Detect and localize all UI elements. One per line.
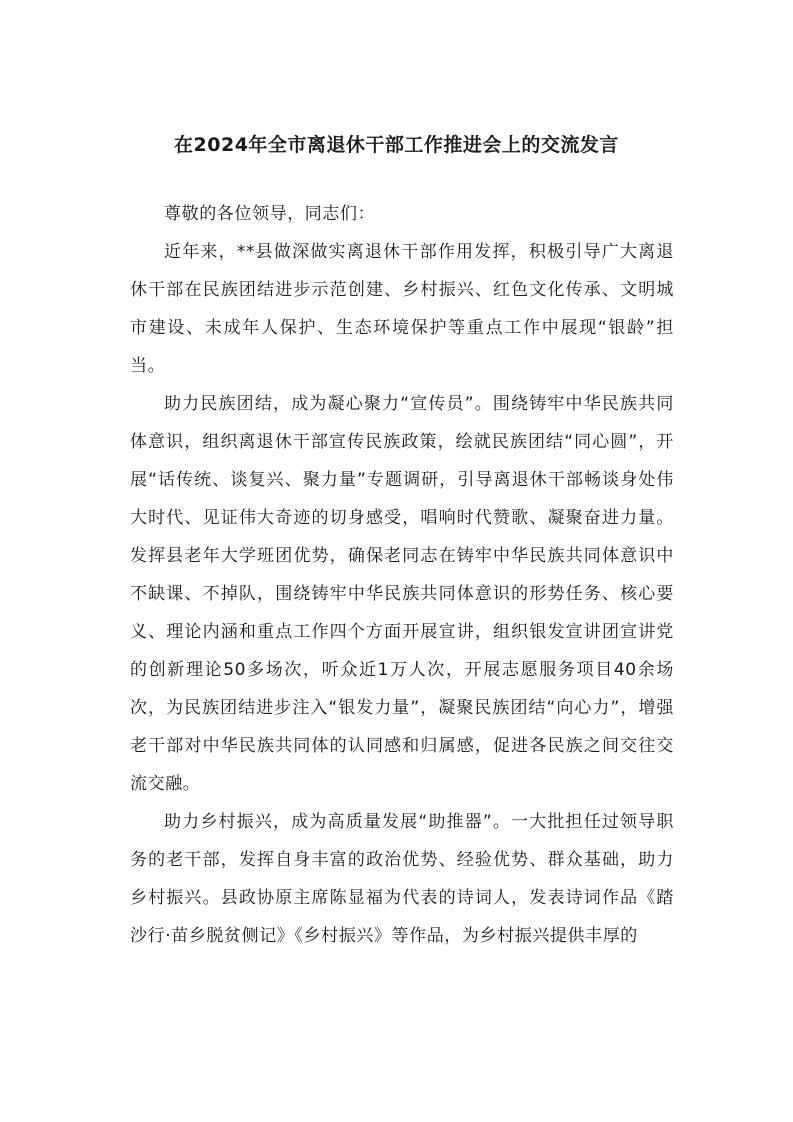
document-body — [130, 195, 674, 955]
ethnic-unity-paragraph: 助力民族团结，成为凝心聚力“宣传员”。围绕铸牢中华民族共同体意识，组织离退休干部宣传民族政策，绘就民族团结“同心圆”，开展“话传统、谈复兴、聚力量”专题调研，引导离退休干部畅谈身处伟大时代、见证伟大奇迹的切身感受，唱响时代赞歌、凝聚奋进力量。发挥县老年大学班团优势，确保老同志在铸牢中华民族共同体意识中不缺课、不掉队，围绕铸牢中华民族共同体意识的形势任务、核心要义、理论内涵和重点工作四个方面开展宣讲，组织银发宣讲团宣讲党的创新理论50多场次，听众近1万人次，开展志愿服务项目40余场次，为民族团结进步注入“银发力量”，凝聚民族团结“向心力”，增强老干部对中华民族共同体的认同感和归属感，促进各民族之间交往交流交融。 — [130, 394, 674, 794]
intro-paragraph: 近年来，**县做深做实离退休干部作用发挥，积极引导广大离退休干部在民族团结进步示范创建、乡村振兴、红色文化传承、文明城市建设、未成年人保护、生态环境保护等重点工作中展现“银龄”担当。 — [130, 242, 674, 376]
rural-revitalization-paragraph: 助力乡村振兴，成为高质量发展“助推器”。一大批担任过领导职务的老干部，发挥自身丰富的政治优势、经验优势、群众基础，助力乡村振兴。县政协原主席陈显福为代表的诗词人，发表诗词作品《踏沙行·苗乡脱贫侧记》《乡村振兴》等作品，为乡村振兴提供丰厚的 — [130, 812, 674, 946]
document-title: 在2024年全市离退休干部工作推进会上的交流发言 — [174, 134, 619, 156]
salutation-paragraph: 尊敬的各位领导，同志们： — [164, 204, 376, 224]
